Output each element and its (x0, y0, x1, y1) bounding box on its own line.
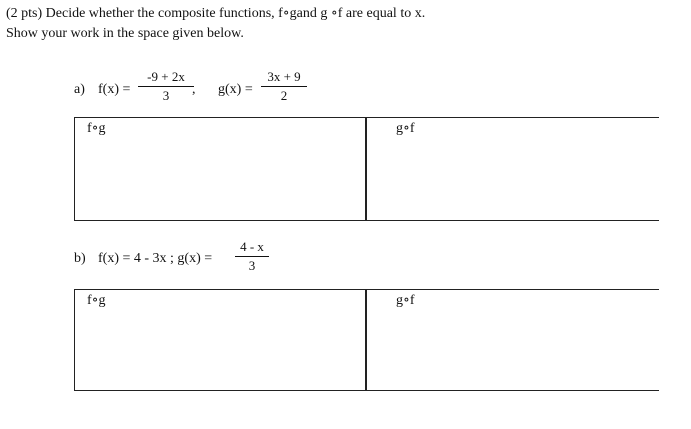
part-b-gof-label: g∘f (396, 293, 415, 308)
part-a-fog-work-area[interactable] (74, 117, 367, 221)
part-a-f-denominator: 3 (162, 88, 170, 103)
part-a-g-fraction (261, 69, 307, 104)
part-a-fog-label: f∘g (87, 121, 106, 136)
fraction-bar (235, 256, 269, 257)
question-line-1: (2 pts) Decide whether the composite functions, f∘gand g ∘f are equal to x. (6, 6, 426, 21)
part-b-f-text: f(x) = 4 - 3x ; g(x) = (98, 251, 213, 266)
part-a-g-numerator: 3x + 9 (267, 69, 301, 84)
part-a-f-numerator: -9 + 2x (147, 69, 185, 84)
part-a-gof-label: g∘f (396, 121, 415, 136)
part-b-label: b) (74, 251, 86, 266)
part-a-gof-work-area[interactable] (365, 117, 659, 221)
part-b-g-denominator: 3 (248, 258, 256, 273)
part-a-label: a) (74, 82, 85, 97)
part-b-fog-work-area[interactable] (74, 289, 367, 391)
question-line-2: Show your work in the space given below. (6, 26, 244, 41)
part-a-f-fraction (138, 69, 194, 104)
part-a-comma: , (192, 82, 196, 97)
part-b-fog-label: f∘g (87, 293, 106, 308)
part-a-g-denominator: 2 (280, 88, 288, 103)
fraction-bar (138, 86, 194, 87)
part-b-gof-work-area[interactable] (365, 289, 659, 391)
part-a-f-prefix: f(x) = (98, 82, 131, 97)
fraction-bar (261, 86, 307, 87)
part-b-g-fraction (235, 239, 269, 274)
part-a-g-prefix: g(x) = (218, 82, 253, 97)
part-b-g-numerator: 4 - x (240, 239, 264, 254)
